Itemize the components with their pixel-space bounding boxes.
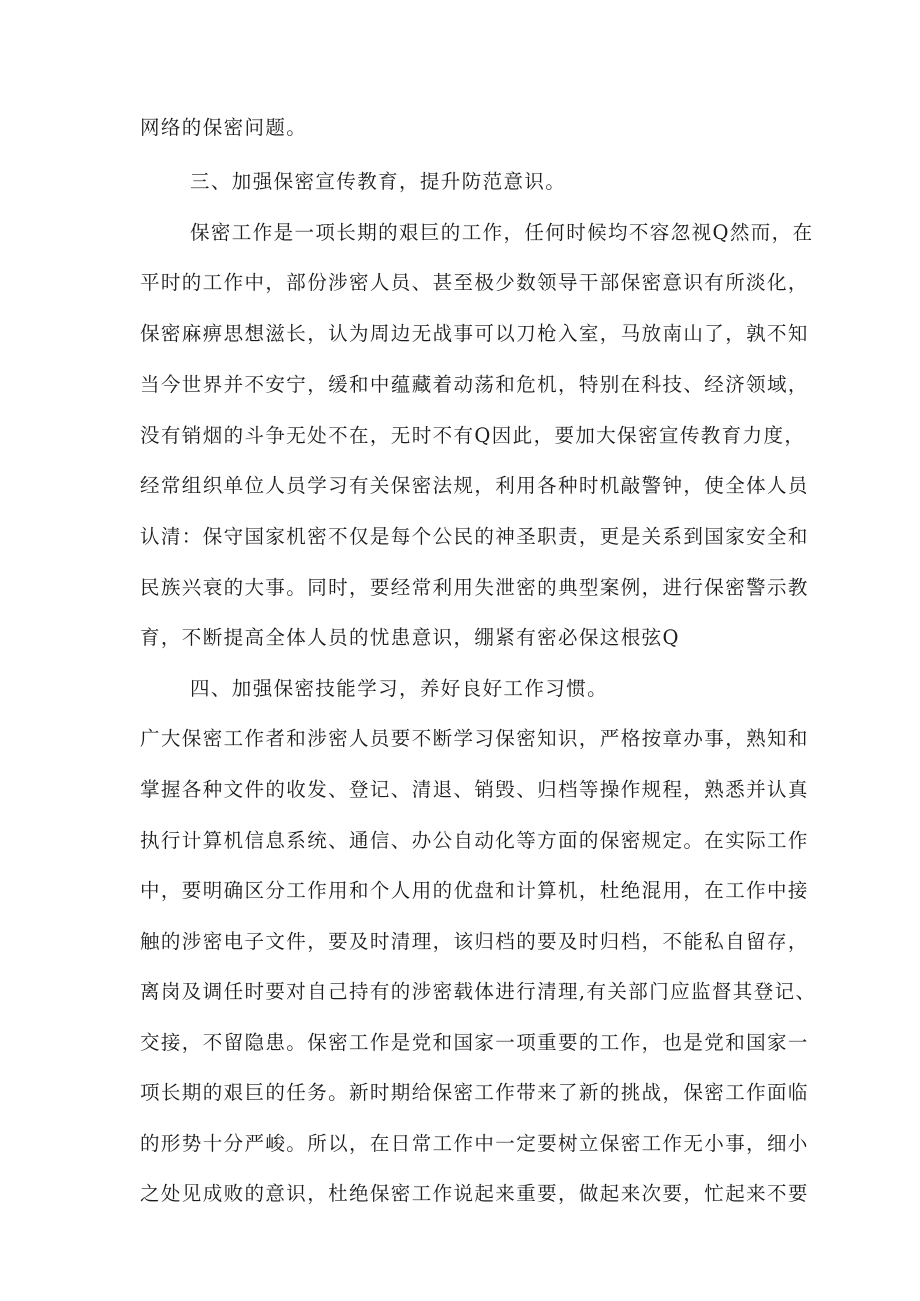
text-line-3: 保密工作是一项长期的艰巨的工作，任何时候均不容忽视Q然而，在 (190, 221, 814, 244)
text-line-8: 经常组织单位人员学习有关保密法规，利用各种时机敲警钟，使全体人员 (140, 474, 809, 497)
text-line-19: 交接，不留隐患。保密工作是党和国家一项重要的工作，也是党和国家一 (140, 1031, 809, 1054)
text-line-11: 育，不断提高全体人员的忧患意识，绷紧有密必保这根弦Q (140, 626, 680, 649)
text-line-9: 认清：保守国家机密不仅是每个公民的神圣职责，更是关系到国家安全和 (140, 525, 809, 548)
text-line-18: 离岗及调任时要对自己持有的涉密载体进行清理,有关部门应监督其登记、 (140, 980, 817, 1003)
text-line-7: 没有销烟的斗争无处不在，无时不有Q因此，要加大保密宣传教育力度， (140, 424, 806, 447)
section-heading-3: 三、加强保密宣传教育，提升防范意识。 (190, 170, 567, 193)
text-line-13: 广大保密工作者和涉密人员要不断学习保密知识，严格按章办事，熟知和 (140, 727, 809, 750)
text-line-6: 当今世界并不安宁，缓和中蕴藏着动荡和危机，特别在科技、经济领域， (140, 373, 809, 396)
text-line-22: 之处见成败的意识，杜绝保密工作说起来重要，做起来次要，忙起来不要 (140, 1182, 809, 1205)
text-line-21: 的形势十分严峻。所以，在日常工作中一定要树立保密工作无小事，细小 (140, 1132, 809, 1155)
section-heading-4: 四、加强保密技能学习，养好良好工作习惯。 (190, 677, 609, 700)
text-line-20: 项长期的艰巨的任务。新时期给保密工作带来了新的挑战，保密工作面临 (140, 1081, 809, 1104)
text-line-5: 保密麻痹思想滋长，认为周边无战事可以刀枪入室，马放南山了，孰不知 (140, 322, 809, 345)
text-line-17: 触的涉密电子文件，要及时清理，该归档的要及时归档，不能私自留存， (140, 930, 809, 953)
text-line-10: 民族兴衰的大事。同时，要经常利用失泄密的典型案例，进行保密警示教 (140, 576, 809, 599)
text-line-4: 平时的工作中，部份涉密人员、甚至极少数领导干部保密意识有所淡化， (140, 271, 809, 294)
text-line-16: 中，要明确区分工作用和个人用的优盘和计算机，杜绝混用，在工作中接 (140, 879, 809, 902)
text-line-14: 掌握各种文件的收发、登记、清退、销毁、归档等操作规程，熟悉并认真 (140, 778, 809, 801)
text-line-15: 执行计算机信息系统、通信、办公自动化等方面的保密规定。在实际工作 (140, 829, 809, 852)
text-line-1: 网络的保密问题。 (140, 116, 308, 139)
